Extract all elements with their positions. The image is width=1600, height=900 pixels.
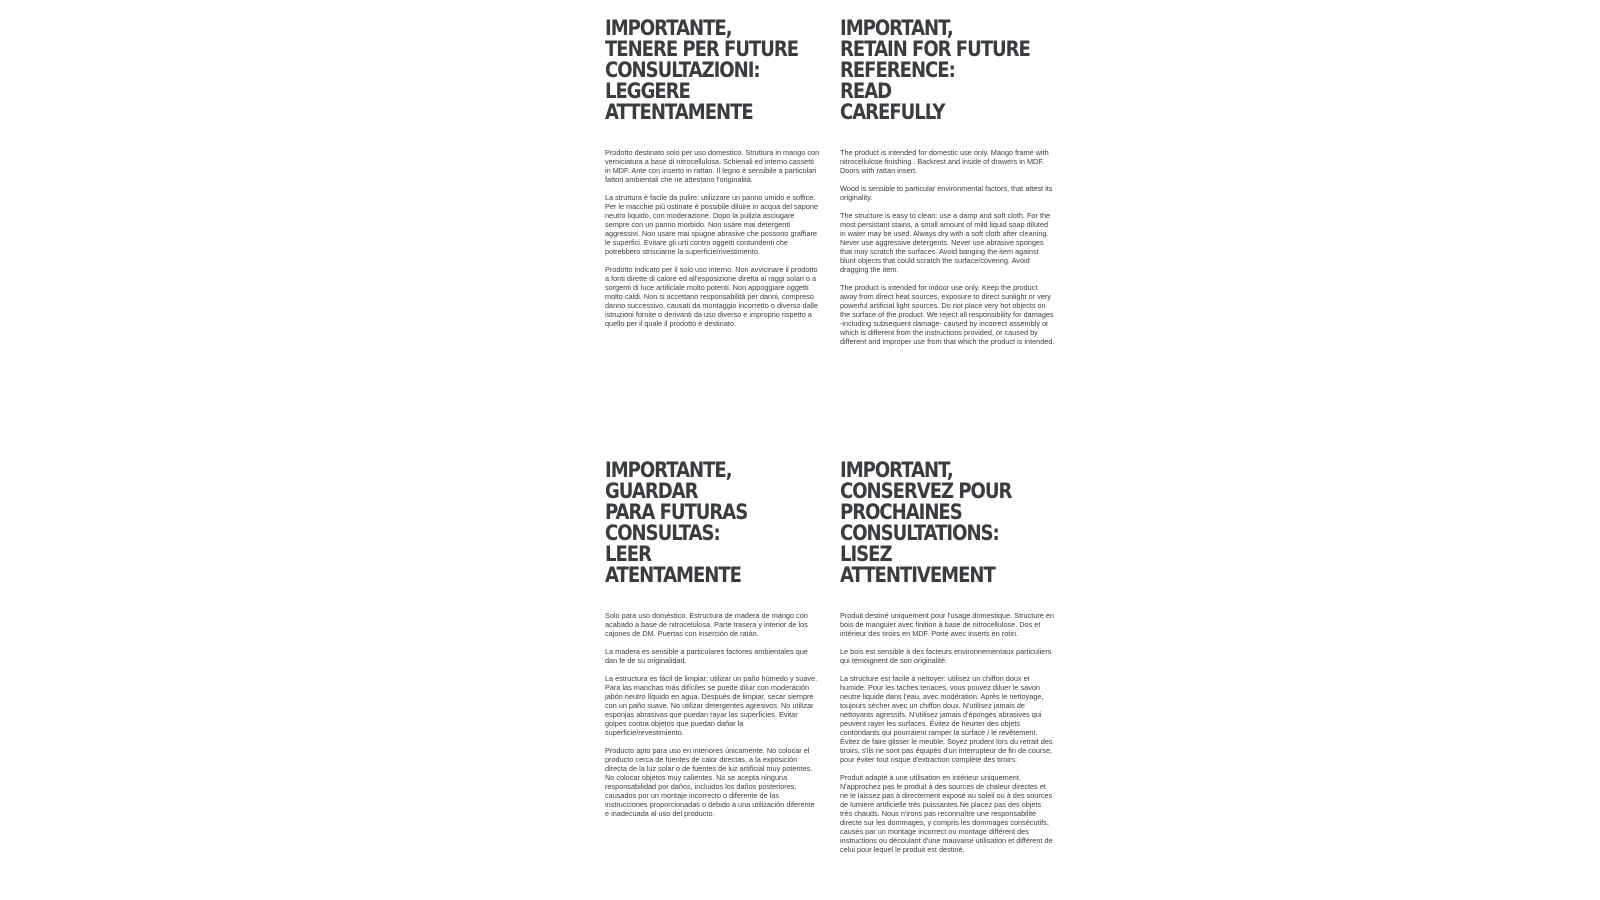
italian-section bbox=[605, 18, 820, 337]
spanish-heading-line: LEER bbox=[605, 542, 651, 566]
italian-heading-line: LEGGERE bbox=[605, 79, 690, 103]
english-heading-line: IMPORTANT, bbox=[840, 16, 953, 40]
italian-heading-line: CONSULTAZIONI: bbox=[605, 58, 760, 82]
english-heading-line: READ bbox=[840, 79, 892, 103]
spanish-heading-line: ATENTAMENTE bbox=[605, 563, 741, 587]
french-heading-line: ATTENTIVEMENT bbox=[840, 563, 995, 587]
italian-heading bbox=[605, 18, 820, 123]
english-heading-line: CAREFULLY bbox=[840, 100, 945, 124]
spanish-heading-line: CONSULTAS: bbox=[605, 521, 720, 545]
english-paragraph: Wood is sensible to particular environmental factors, that attest its originality. bbox=[840, 184, 1053, 202]
french-paragraph: La structure est facile à nettoyer: utilisez un chiffon doux et humide. Pour les taches tenaces, vous pouvez diluer le savon neutre liquide dans l'eau, avec modération. Après le nettoyage, toujours sécher avec un chiffon doux. N'utilisez jamais de nettoyants agressifs. N'utilisez jamais d'éponges abrasives qui peuvent rayer les surfaces. Évitez de heurter des objets contondants qui pourraient ramper la surface / le revêtement. Évitez de faire glisser le meuble. Soyez prudent lors du retrait des tiroirs, s'ils ne sont pas équipés d'un interrupteur de fin de course, pour éviter tout risque d'extraction complète des tiroirs. bbox=[840, 674, 1053, 764]
italian-paragraph: Prodotto destinato solo per uso domestico. Struttura in mango con verniciatura a base di nitrocellulosa. Schienali ed interno cassetti in MDF. Ante con inserto in rattan. Il legno è sensibile a particolari fattori ambientali che ne attestano l'originalità. bbox=[605, 148, 820, 184]
french-heading-line: IMPORTANT, bbox=[840, 458, 953, 482]
spanish-paragraph: La madera es sensible a particulares factores ambientales que dan fe de su originalidad. bbox=[605, 647, 808, 665]
french-paragraph: Produit destiné uniquement pour l'usage domestique. Structure en bois de manguier avec finition à base de nitrocellulose. Dos et intérieur des tiroirs en MDF. Porte avec inserts en rotin. bbox=[840, 611, 1054, 638]
english-paragraph: The product is intended for indoor use only. Keep the product away from direct heat sources, exposure to direct sunlight or very powerful artificial light sources. Do not place very hot objects on the surface of the product. We reject all responsibility for damages -including subsequent damage- caused by incorrect assembly or which is different from the instructions provided, or caused by different and improper use from that which the product is intended. bbox=[840, 283, 1055, 346]
spanish-paragraph: Solo para uso doméstico. Estructura de madera de mango con acabado a base de nitrocelulosa. Parte trasera y interior de los cajones de DM. Puertas con inserción de ratán. bbox=[605, 611, 808, 638]
italian-heading-line: ATTENTAMENTE bbox=[605, 100, 753, 124]
italian-body bbox=[605, 148, 820, 328]
italian-paragraph: Prodotto indicato per il solo uso interno. Non avvicinare il prodotto a fonti dirette di calore ed all'esposizione diretta ai raggi solari o a sorgenti di luce artificiale molto potenti. Non appoggiare oggetti molto caldi. Non si accettano responsabilità per danni, compreso danno successivo, causati da montaggio incorretto o diverso dalle istruzioni fornite o derivanti da uso diverso e improprio rispetto a quello per il quale il prodotto è destinato. bbox=[605, 265, 818, 328]
french-heading-line: CONSERVEZ POUR bbox=[840, 479, 1012, 503]
spanish-heading-line: PARA FUTURAS bbox=[605, 500, 748, 524]
italian-heading-line: TENERE PER FUTURE bbox=[605, 37, 799, 61]
italian-paragraph: La struttura è facile da pulire: utilizzare un panno umido e soffice. Per le macchie più ostinate è possibile diluire in acqua del sapone neutro liquido, con moderazione. Dopo la pulizia asciugare sempre con un panno morbido. Non usare mai detergenti aggressivi. Non usare mai spugne abrasive che possono graffiare le superfici. Evitare gli urti contro oggetti contundenti che potrebbero strisciarne la superficie/rivestimento. bbox=[605, 193, 818, 256]
french-heading-line: PROCHAINES bbox=[840, 500, 962, 524]
english-heading-line: REFERENCE: bbox=[840, 58, 955, 82]
spanish-heading bbox=[605, 460, 820, 586]
french-body bbox=[840, 611, 1055, 854]
spanish-paragraph: Producto apto para uso en interiores únicamente. No colocar el producto cerca de fuentes de calor directas, a la exposición directa de la luz solar o de fuentes de luz artificial muy potentes. No colocar objetos muy calientes. No se acepta ninguna responsabilidad por daños, incluidos los daños posteriores, causados por un montaje incorrecto o diferente de las instrucciones proporcionadas o debido a una utilización diferente e inadecuada al uso del producto. bbox=[605, 746, 815, 818]
english-body bbox=[840, 148, 1055, 346]
english-section bbox=[840, 18, 1055, 355]
french-heading bbox=[840, 460, 1055, 586]
english-paragraph: The product is intended for domestic use only. Mango frame with nitrocellulose finishing . Backrest and inside of drawers in MDF. Doors with rattan insert. bbox=[840, 148, 1049, 175]
spanish-section bbox=[605, 460, 820, 827]
english-heading bbox=[840, 18, 1055, 123]
spanish-heading-line: IMPORTANTE, bbox=[605, 458, 732, 482]
french-paragraph: Produit adapté à une utilisation en intérieur uniquement. N'approchez pas le produit à des sources de chaleur directes et ne le laissez pas à directement exposé au soleil ou à des sources de lumière artificielle très puissantes.Ne placez pas des objets très chauds. Nous n'irons pas reconnaître une responsabilité directe sur les dommages, y compris les dommages consécutifs, causés par un montage incorrect ou montage différent des instructions ou découlant d'une mauvaise utilisation et différent de celui pour lequel le produit est destiné. bbox=[840, 773, 1053, 854]
french-heading-line: CONSULTATIONS: bbox=[840, 521, 999, 545]
french-section bbox=[840, 460, 1055, 863]
spanish-body bbox=[605, 611, 820, 818]
italian-heading-line: IMPORTANTE, bbox=[605, 16, 732, 40]
english-paragraph: The structure is easy to clean: use a damp and soft cloth. For the most persistant stains, a small amount of mild liquid soap diluted in water may be used. Always dry with a soft cloth after cleaning. Never use aggressive detergents. Never use abrasive sponges that may scratch the surfaces. Avoid banging the item against blunt objects that could scratch the surface/covering. Avoid dragging the item. bbox=[840, 211, 1051, 274]
spanish-paragraph: La estructura es fácil de limpiar: utilizar un paño húmedo y suave. Para las manchas más difíciles se puede diluir con moderación jabón neutro líquido en agua. Después de limpiar, secar siempre con un paño suave. No utilizar detergentes agresivos. No utilizar esponjas abrasivas que puedan rayar las superficies. Evitar golpes contra objetos que puedan dañar la superficie/revestimiento. bbox=[605, 674, 818, 737]
french-heading-line: LISEZ bbox=[840, 542, 892, 566]
french-paragraph: Le bois est sensible à des facteurs environnementaux particuliers qui témoignent de son originalité. bbox=[840, 647, 1052, 665]
spanish-heading-line: GUARDAR bbox=[605, 479, 698, 503]
english-heading-line: RETAIN FOR FUTURE bbox=[840, 37, 1030, 61]
